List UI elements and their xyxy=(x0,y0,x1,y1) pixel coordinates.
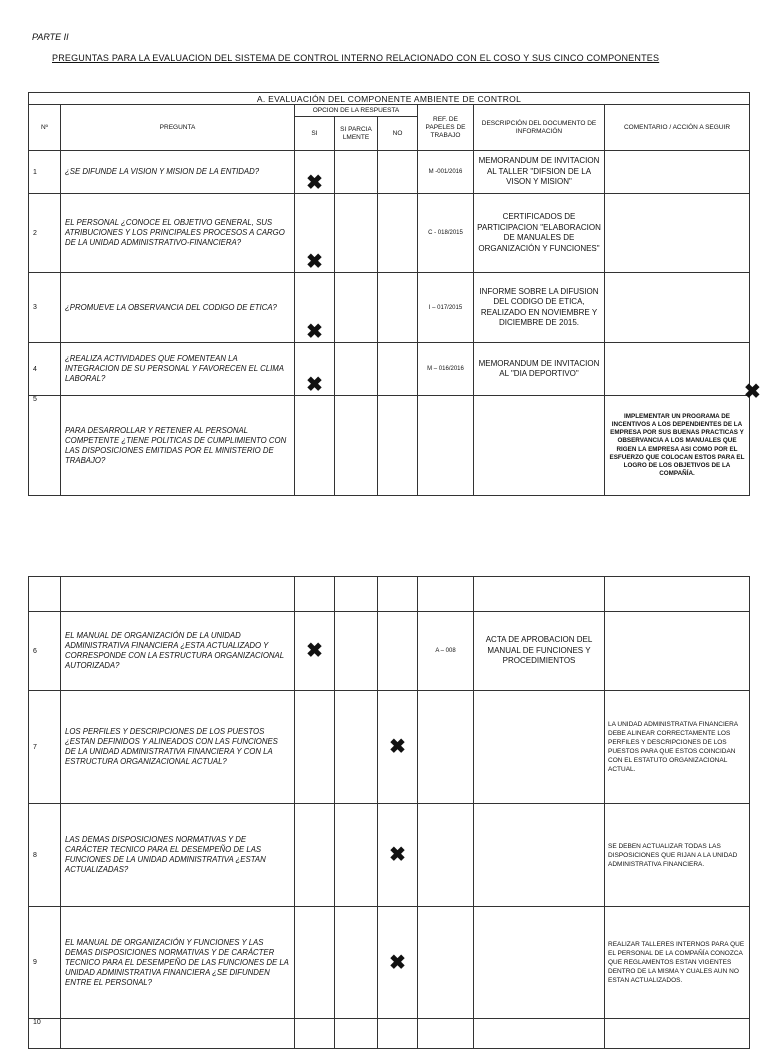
table-row xyxy=(29,804,750,907)
table-row xyxy=(29,691,750,804)
row-number: 6 xyxy=(29,612,61,691)
answer-si-cell xyxy=(295,612,335,691)
comment-cell xyxy=(605,1019,750,1049)
table-row xyxy=(29,343,750,396)
comment-cell xyxy=(605,612,750,691)
blank-cell xyxy=(335,577,378,612)
row-number: 1 xyxy=(29,151,61,194)
ref-cell xyxy=(418,907,474,1019)
description-cell: INFORME SOBRE LA DIFUSION DEL CODIGO DE ETICA, REALIZADO EN NOVIEMBRE Y DICIEMBRE DE 2015. xyxy=(474,273,605,343)
answer-si-parcial-cell xyxy=(335,612,378,691)
answer-si-parcial-cell xyxy=(335,804,378,907)
question-cell: ¿SE DIFUNDE LA VISION Y MISION DE LA ENTIDAD? xyxy=(61,151,295,194)
x-mark-icon: ✖ xyxy=(306,374,323,396)
part-label: PARTE II xyxy=(32,32,69,42)
description-cell: MEMORANDUM DE INVITACION AL "DIA DEPORTIVO" xyxy=(474,343,605,396)
header-option: OPCION DE LA RESPUESTA xyxy=(295,105,418,117)
answer-si-cell xyxy=(295,343,335,396)
ref-cell: C - 018/2015 xyxy=(418,194,474,273)
header-comment: COMENTARIO / ACCIÓN A SEGUIR xyxy=(605,105,750,151)
evaluation-table-1 xyxy=(28,92,750,496)
header-number: Nº xyxy=(29,105,61,151)
answer-si-parcial-cell xyxy=(335,343,378,396)
row-number: 10 xyxy=(29,1019,61,1049)
ref-cell: M – 016/2016 xyxy=(418,343,474,396)
header-no: NO xyxy=(378,117,418,151)
section-title: A. EVALUACIÓN DEL COMPONENTE AMBIENTE DE CONTROL xyxy=(29,93,750,105)
x-mark-icon: ✖ xyxy=(744,381,761,403)
answer-si-parcial-cell xyxy=(335,194,378,273)
question-cell: EL PERSONAL ¿CONOCE EL OBJETIVO GENERAL, SUS ATRIBUCIONES Y LOS PRINCIPALES PROCESOS A CARGO DE LA UNIDAD ADMINISTRATIVO-FINANCIERA? xyxy=(61,194,295,273)
comment-cell: REALIZAR TALLERES INTERNOS PARA QUE EL PERSONAL DE LA COMPAÑÍA CONOZCA QUE REGLAMENTOS ESTAN VIGENTES DENTRO DE LA MISMA Y CUALES AUN NO ESTAN ACTUALIZADOS. xyxy=(605,907,750,1019)
ref-cell: A – 008 xyxy=(418,612,474,691)
x-mark-icon: ✖ xyxy=(306,321,323,343)
answer-si-cell xyxy=(295,396,335,496)
header-question: PREGUNTA xyxy=(61,105,295,151)
answer-si-parcial-cell xyxy=(335,691,378,804)
question-cell: PARA DESARROLLAR Y RETENER AL PERSONAL COMPETENTE ¿TIENE POLITICAS DE CUMPLIMIENTO CON LAS DISPOSICIONES EMITIDAS POR EL MINISTERIO DE TRABAJO? xyxy=(61,396,295,496)
header-description: DESCRIPCIÓN DEL DOCUMENTO DE INFORMACIÓN xyxy=(474,105,605,151)
description-cell xyxy=(474,907,605,1019)
blank-cell xyxy=(29,577,61,612)
answer-si-cell xyxy=(295,1019,335,1049)
comment-cell xyxy=(605,194,750,273)
answer-no-cell xyxy=(378,194,418,273)
question-cell: EL MANUAL DE ORGANIZACIÓN Y FUNCIONES Y LAS DEMAS DISPOSICIONES NORMATIVAS Y DE CARÁCTER TECNICO PARA EL DESEMPEÑO DE LAS FUNCIONES DE LA UNIDAD ADMINISTRATIVA FINANCIERA ¿SE DIFUNDEN ENTRE EL PERSONAL? xyxy=(61,907,295,1019)
question-cell: EL MANUAL DE ORGANIZACIÓN DE LA UNIDAD ADMINISTRATIVA FINANCIERA ¿ESTA ACTUALIZADO Y CORRESPONDE CON LA ESTRUCTURA ORGANIZACIONAL AUTORIZADA? xyxy=(61,612,295,691)
document-title: PREGUNTAS PARA LA EVALUACION DEL SISTEMA DE CONTROL INTERNO RELACIONADO CON EL COSO Y SUS CINCO COMPONENTES xyxy=(52,53,660,63)
description-cell xyxy=(474,396,605,496)
blank-cell xyxy=(295,577,335,612)
answer-si-parcial-cell xyxy=(335,396,378,496)
ref-cell: I – 017/2015 xyxy=(418,273,474,343)
comment-cell xyxy=(605,343,750,396)
answer-si-parcial-cell xyxy=(335,273,378,343)
question-cell: LOS PERFILES Y DESCRIPCIONES DE LOS PUESTOS ¿ESTAN DEFINIDOS Y ALINEADOS CON LAS FUNCIONES DE LA UNIDAD ADMINISTRATIVA FINANCIERA Y CON LA ESTRUCTURA ORGANIZACIONAL ACTUAL? xyxy=(61,691,295,804)
answer-no-cell xyxy=(378,1019,418,1049)
row-number: 4 xyxy=(29,343,61,396)
description-cell xyxy=(474,691,605,804)
blank-cell xyxy=(418,577,474,612)
ref-cell xyxy=(418,691,474,804)
x-mark-icon: ✖ xyxy=(306,640,323,662)
question-cell: ¿REALIZA ACTIVIDADES QUE FOMENTEAN LA INTEGRACION DE SU PERSONAL Y FAVORECEN EL CLIMA LABORAL? xyxy=(61,343,295,396)
ref-cell: M -001/2016 xyxy=(418,151,474,194)
comment-cell xyxy=(605,151,750,194)
table-row xyxy=(29,273,750,343)
answer-si-parcial-cell xyxy=(335,1019,378,1049)
row-number: 7 xyxy=(29,691,61,804)
description-cell: MEMORANDUM DE INVITACION AL TALLER "DIFSION DE LA VISON Y MISION" xyxy=(474,151,605,194)
header-si: SI xyxy=(295,117,335,151)
row-number: 3 xyxy=(29,273,61,343)
answer-no-cell xyxy=(378,396,418,496)
x-mark-icon: ✖ xyxy=(389,844,406,866)
description-cell xyxy=(474,804,605,907)
question-cell: ¿PROMUEVE LA OBSERVANCIA DEL CODIGO DE ETICA? xyxy=(61,273,295,343)
description-cell xyxy=(474,1019,605,1049)
answer-no-cell xyxy=(378,343,418,396)
table-row xyxy=(29,151,750,194)
comment-cell: LA UNIDAD ADMINISTRATIVA FINANCIERA DEBE ALINEAR CORRECTAMENTE LOS PERFILES Y DESCRIPCIONES DE LOS PUESTOS PARA QUE ESTOS COINCIDAN CON EL ESTATUTO ORGANIZACIONAL ACTUAL. xyxy=(605,691,750,804)
table-row xyxy=(29,612,750,691)
x-mark-icon: ✖ xyxy=(389,951,406,974)
x-mark-icon: ✖ xyxy=(389,736,406,758)
row-number: 8 xyxy=(29,804,61,907)
header-ref: REF. DE PAPELES DE TRABAJO xyxy=(418,105,474,151)
answer-si-cell xyxy=(295,804,335,907)
blank-cell xyxy=(605,577,750,612)
answer-si-parcial-cell xyxy=(335,151,378,194)
blank-cell xyxy=(378,577,418,612)
x-mark-icon: ✖ xyxy=(306,251,323,273)
ref-cell xyxy=(418,396,474,496)
answer-no-cell xyxy=(378,273,418,343)
comment-cell: IMPLEMENTAR UN PROGRAMA DE INCENTIVOS A LOS DEPENDIENTES DE LA EMPRESA POR SUS BUENAS PRACTICAS Y OBSERVANCIA A LOS MANUALES QUE RIGEN LA EMPRESA ASI COMO POR EL ESFUERZO QUE COLOCAN ESTOS PARA EL LOGRO DE LOS OBJETIVOS DE LA COMPAÑÍA. xyxy=(605,396,750,496)
table-row xyxy=(29,1019,750,1049)
answer-no-cell xyxy=(378,804,418,907)
header-si-parcial: SI PARCIA LMENTE xyxy=(335,117,378,151)
evaluation-table-2 xyxy=(28,576,750,1049)
blank-cell xyxy=(61,577,295,612)
row-number: 9 xyxy=(29,907,61,1019)
answer-si-cell xyxy=(295,907,335,1019)
description-cell: ACTA DE APROBACION DEL MANUAL DE FUNCIONES Y PROCEDIMIENTOS xyxy=(474,612,605,691)
answer-si-cell xyxy=(295,194,335,273)
description-cell: CERTIFICADOS DE PARTICIPACION "ELABORACION DE MANUALES DE ORGANIZACIÓN Y FUNCIONES" xyxy=(474,194,605,273)
answer-no-cell xyxy=(378,612,418,691)
comment-cell: SE DEBEN ACTUALIZAR TODAS LAS DISPOSICIONES QUE RIJAN A LA UNIDAD ADMINISTRATIVA FINANCIERA. xyxy=(605,804,750,907)
answer-no-cell xyxy=(378,691,418,804)
comment-cell xyxy=(605,273,750,343)
ref-cell xyxy=(418,804,474,907)
row-number: 5 xyxy=(29,396,61,496)
x-mark-icon: ✖ xyxy=(306,172,323,194)
question-cell xyxy=(61,1019,295,1049)
table-row xyxy=(29,907,750,1019)
answer-si-cell xyxy=(295,273,335,343)
question-cell: LAS DEMAS DISPOSICIONES NORMATIVAS Y DE CARÁCTER TECNICO PARA EL DESEMPEÑO DE LAS FUNCIONES DE LA UNIDAD ADMINISTRATIVA ¿ESTAN ACTUALIZADAS? xyxy=(61,804,295,907)
answer-si-parcial-cell xyxy=(335,907,378,1019)
answer-si-cell xyxy=(295,691,335,804)
answer-no-cell xyxy=(378,151,418,194)
answer-no-cell xyxy=(378,907,418,1019)
ref-cell xyxy=(418,1019,474,1049)
answer-si-cell xyxy=(295,151,335,194)
blank-cell xyxy=(474,577,605,612)
table-row xyxy=(29,194,750,273)
row-number: 2 xyxy=(29,194,61,273)
table-row xyxy=(29,396,750,496)
